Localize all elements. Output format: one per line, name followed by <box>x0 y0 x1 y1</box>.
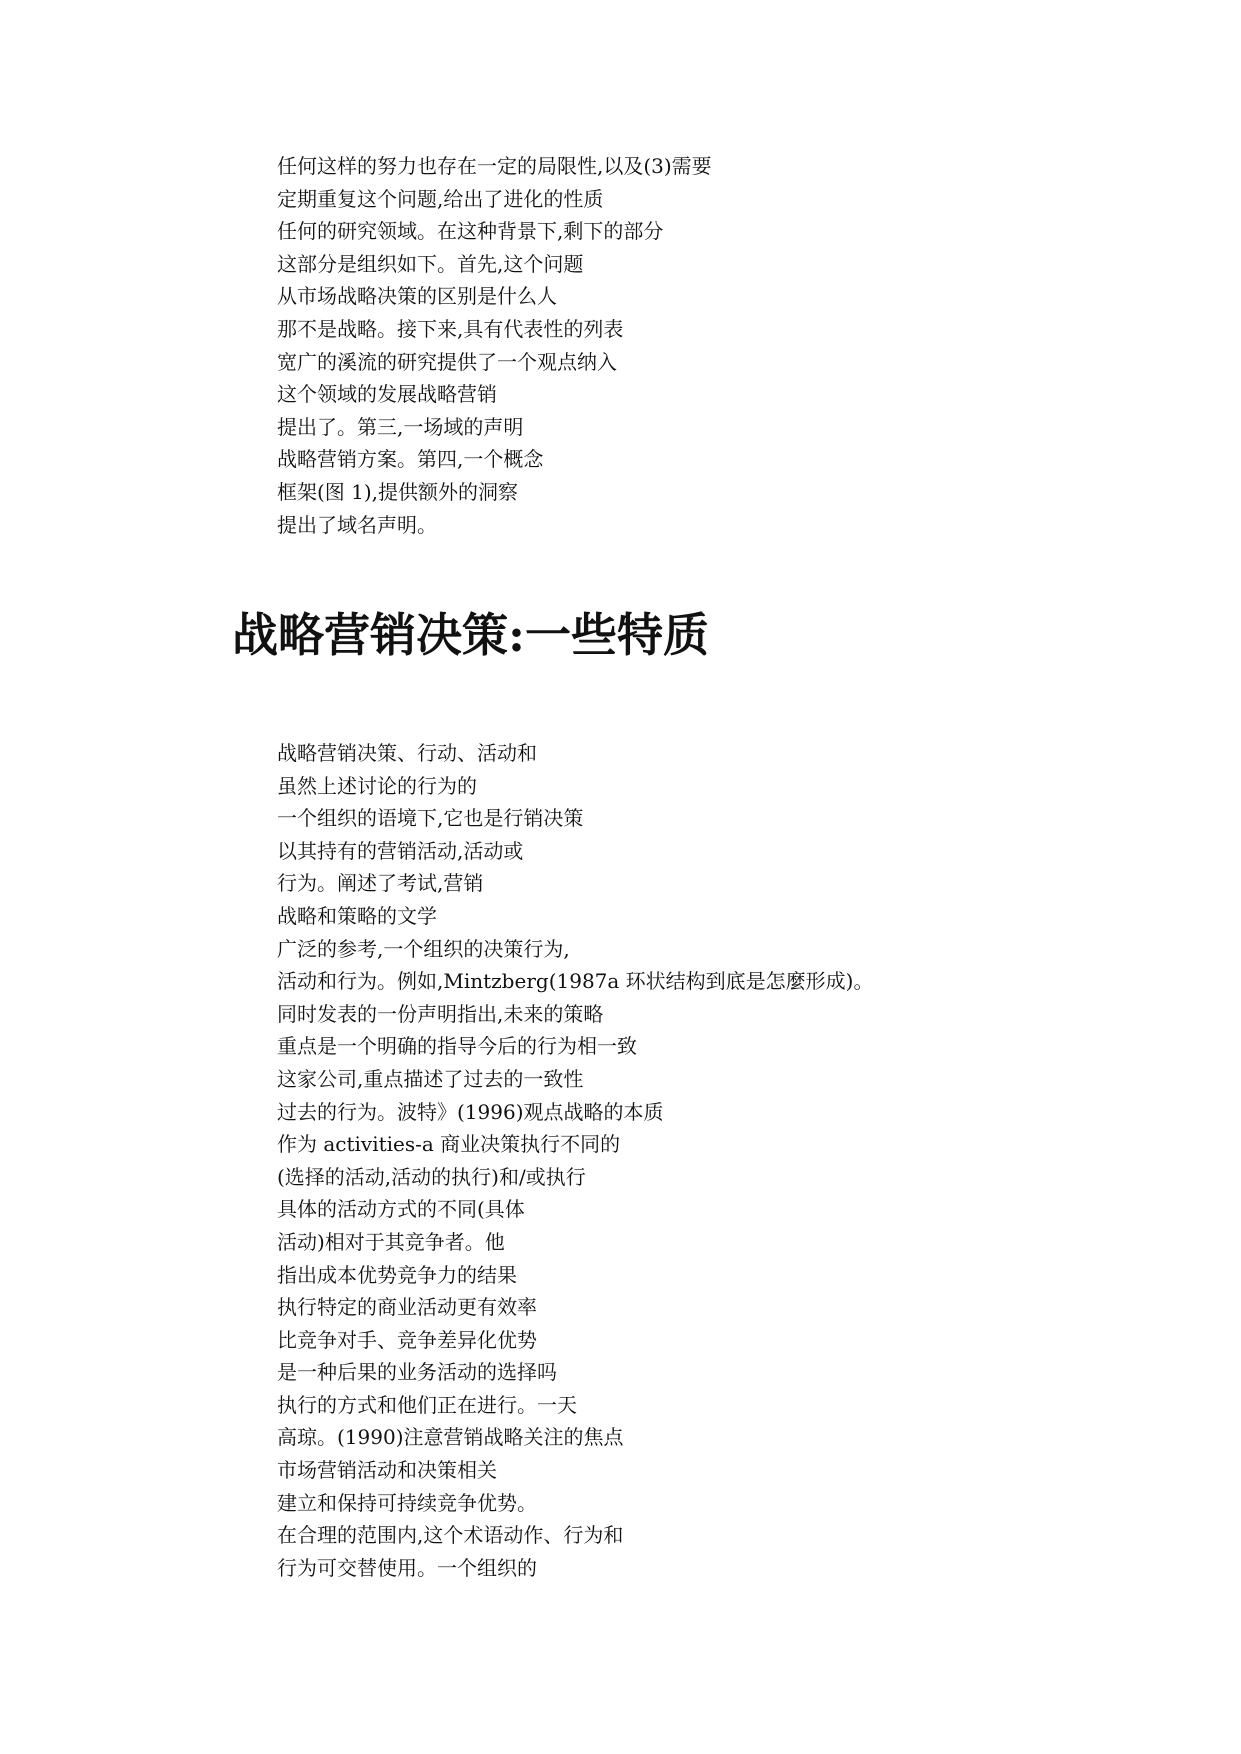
text-line: 过去的行为。波特》(1996)观点战略的本质 <box>277 1099 664 1124</box>
text-line: 作为 activities-a 商业决策执行不同的 <box>277 1132 621 1157</box>
text-line: 宽广的溪流的研究提供了一个观点纳入 <box>277 349 617 374</box>
text-line: 一个组织的语境下,它也是行销决策 <box>277 806 584 831</box>
text-line: 高琼。(1990)注意营销战略关注的焦点 <box>277 1425 624 1450</box>
section-heading: 战略营销决策:一些特质 <box>232 608 709 662</box>
text-line: 这个领域的发展战略营销 <box>277 382 497 407</box>
text-line: (选择的活动,活动的执行)和/或执行 <box>277 1164 586 1189</box>
text-line: 行为可交替使用。一个组织的 <box>277 1555 537 1580</box>
text-line: 活动)相对于其竞争者。他 <box>277 1229 505 1254</box>
text-line: 同时发表的一份声明指出,未来的策略 <box>277 1001 604 1026</box>
text-line: 在合理的范围内,这个术语动作、行为和 <box>277 1523 624 1548</box>
text-line: 战略和策略的文学 <box>277 903 437 928</box>
text-line: 任何的研究领域。在这种背景下,剩下的部分 <box>277 219 664 244</box>
text-line: 这家公司,重点描述了过去的一致性 <box>277 1066 584 1091</box>
text-line: 是一种后果的业务活动的选择吗 <box>277 1360 557 1385</box>
section-paragraph <box>277 737 873 1584</box>
text-line: 重点是一个明确的指导今后的行为相一致 <box>277 1034 637 1059</box>
text-line: 虽然上述讨论的行为的 <box>277 773 477 798</box>
text-line: 那不是战略。接下来,具有代表性的列表 <box>277 316 624 341</box>
text-line: 定期重复这个问题,给出了进化的性质 <box>277 186 604 211</box>
text-line: 提出了。第三,一场域的声明 <box>277 414 524 439</box>
text-line: 框架(图 1),提供额外的洞察 <box>277 479 519 504</box>
text-line: 战略营销方案。第四,一个概念 <box>277 447 544 472</box>
text-line: 具体的活动方式的不同(具体 <box>277 1197 525 1222</box>
text-line: 市场营销活动和决策相关 <box>277 1458 497 1483</box>
text-line: 这部分是组织如下。首先,这个问题 <box>277 251 584 276</box>
text-line: 活动和行为。例如,Mintzberg(1987a 环状结构到底是怎麼形成)。 <box>277 969 874 994</box>
text-line: 提出了域名声明。 <box>277 512 437 537</box>
text-line: 以其持有的营销活动,活动或 <box>277 838 524 863</box>
text-line: 从市场战略决策的区别是什么人 <box>277 284 557 309</box>
text-line: 比竞争对手、竞争差异化优势 <box>277 1327 537 1352</box>
text-line: 行为。阐述了考试,营销 <box>277 871 484 896</box>
text-line: 任何这样的努力也存在一定的局限性,以及(3)需要 <box>277 154 712 178</box>
text-line: 执行特定的商业活动更有效率 <box>277 1295 537 1320</box>
intro-paragraph <box>277 150 712 541</box>
text-line: 战略营销决策、行动、活动和 <box>277 741 537 765</box>
text-line: 指出成本优势竞争力的结果 <box>277 1262 517 1287</box>
text-line: 广泛的参考,一个组织的决策行为, <box>277 936 570 961</box>
text-line: 建立和保持可持续竞争优势。 <box>277 1490 537 1515</box>
text-line: 执行的方式和他们正在进行。一天 <box>277 1392 577 1417</box>
